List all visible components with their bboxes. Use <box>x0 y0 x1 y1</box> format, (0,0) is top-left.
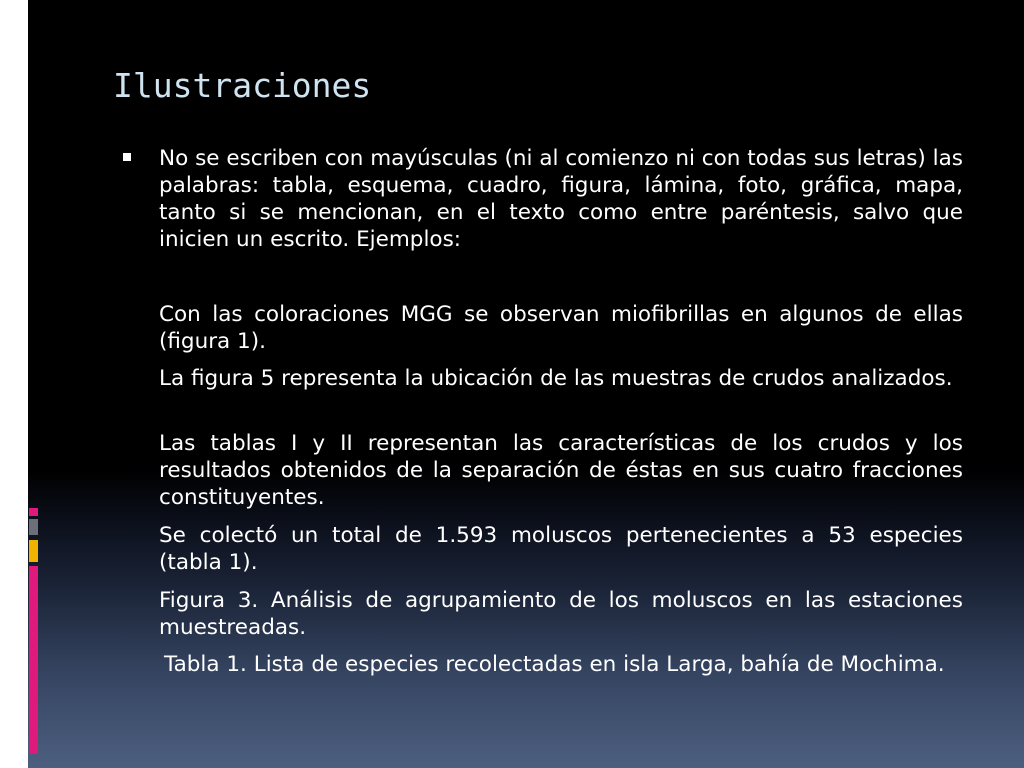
example-4: Se colectó un total de 1.593 moluscos pertenecientes a 53 especies (tabla 1). <box>159 523 963 575</box>
accent-gray-block <box>29 519 38 535</box>
left-border-bar <box>0 0 28 768</box>
slide-title: Ilustraciones <box>113 66 372 105</box>
example-1: Con las coloraciones MGG se observan miofibrillas en algunos de ellas (figura 1). <box>159 302 963 354</box>
example-5: Figura 3. Análisis de agrupamiento de los moluscos en las estaciones muestreadas. <box>159 588 963 640</box>
accent-pink-block <box>29 508 38 516</box>
accent-yellow-block <box>29 540 38 562</box>
example-2: La figura 5 representa la ubicación de las muestras de crudos analizados. <box>159 366 953 391</box>
accent-pink-bar <box>29 566 38 754</box>
example-6: Tabla 1. Lista de especies recolectadas en isla Larga, bahía de Mochima. <box>164 652 945 677</box>
bullet-square-icon <box>123 153 131 161</box>
example-3: Las tablas I y II representan las características de los crudos y los resultados obtenidos de la separación de éstas en sus cuatro fracciones constituyentes. <box>159 431 963 510</box>
bullet-text: No se escriben con mayúsculas (ni al comienzo ni con todas sus letras) las palabras: tabla, esquema, cuadro, figura, lámina, foto, gráfica, mapa, tanto si se mencionan, en el texto como entre paréntesis, salvo que inicien un escrito. Ejemplos: <box>159 146 963 252</box>
